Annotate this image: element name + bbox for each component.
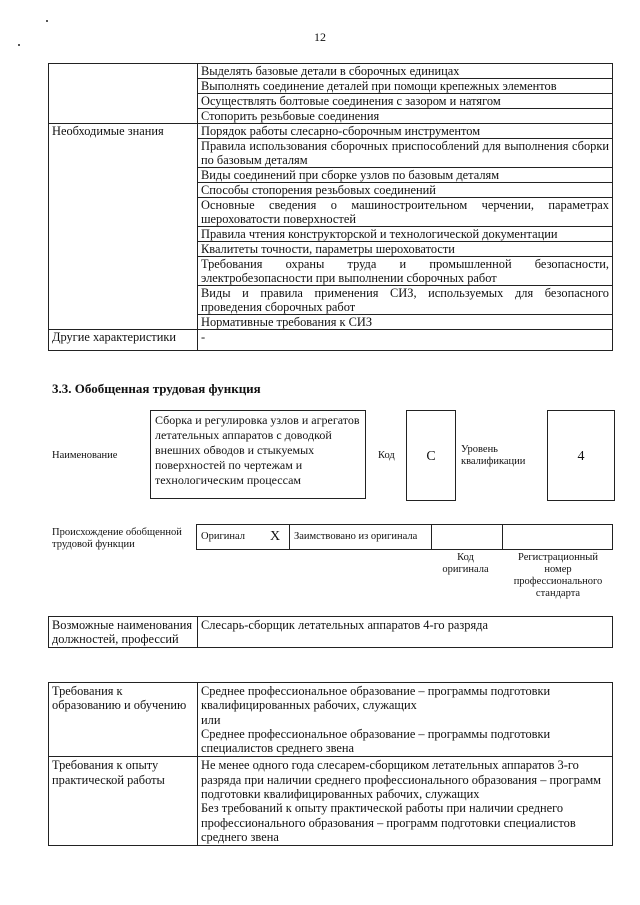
scan-speck [18, 44, 20, 46]
code-original-caption: Код оригинала [442, 552, 489, 575]
knowledge-item: Квалитеты точности, параметры шероховатости [198, 242, 613, 257]
origin-label: Происхождение обобщенной трудовой функции [52, 527, 182, 550]
knowledge-item: Требования охраны труда и промышленной безопасности, электробезопасности при выполнении сборочных работ [198, 257, 613, 286]
knowledge-item: Виды и правила применения СИЗ, используемых для безопасного проведения сборочных работ [198, 286, 613, 315]
code-original-cell [432, 525, 503, 550]
positions-table [48, 616, 613, 648]
knowledge-item: Правила использования сборочных приспособлений для выполнения сборки по базовым деталям [198, 139, 613, 168]
experience-line: Без требований к опыту практической работы при наличии среднего профессионального образования – программ подготовки специалистов среднего звена [201, 801, 576, 844]
knowledge-item: Нормативные требования к СИЗ [198, 315, 613, 330]
function-name-box: Сборка и регулировка узлов и агрегатов летательных аппаратов с доводкой внешних обводов и стыкуемых поверхностей по чертежам и технологическим процессам [150, 410, 366, 499]
requirements-table [48, 682, 613, 846]
skill-item: Осуществлять болтовые соединения с зазором и натягом [198, 94, 613, 109]
name-label: Наименование [52, 450, 118, 461]
table-row [197, 525, 613, 550]
positions-label: Возможные наименования должностей, профессий [49, 617, 198, 648]
table-row [49, 330, 613, 351]
knowledge-label: Необходимые знания [49, 124, 198, 330]
skills-label-cell [49, 64, 198, 124]
experience-label: Требования к опыту практической работы [49, 757, 198, 846]
page-number: 12 [314, 30, 326, 44]
labor-function-table [48, 63, 613, 351]
table-row [49, 683, 613, 757]
origin-mark: X [261, 525, 290, 550]
knowledge-item: Виды соединений при сборке узлов по базовым деталям [198, 168, 613, 183]
skill-item: Выполнять соединение деталей при помощи крепежных элементов [198, 79, 613, 94]
level-value: 4 [577, 449, 585, 464]
code-label: Код [378, 450, 395, 461]
level-box [547, 410, 615, 501]
knowledge-item: Порядок работы слесарно-сборочным инструментом [198, 124, 613, 139]
knowledge-item: Основные сведения о машиностроительном черчении, параметрах шероховатости поверхностей [198, 198, 613, 227]
experience-line: Не менее одного года слесарем-сборщиком летательных аппаратов 3-го разряда при наличии среднего профессионального образования – программ подготовки квалифицированных рабочих, служащих [201, 758, 601, 802]
education-value [198, 683, 613, 757]
other-characteristics-label: Другие характеристики [49, 330, 198, 351]
education-label: Требования к образованию и обучению [49, 683, 198, 757]
education-line: Среднее профессиональное образование – программы подготовки квалифицированных рабочих, служащих [201, 684, 551, 713]
knowledge-item: Способы стопорения резьбовых соединений [198, 183, 613, 198]
table-row [49, 617, 613, 648]
reg-number-cell [503, 525, 613, 550]
table-row [49, 124, 613, 139]
origin-table [196, 524, 613, 550]
skill-item: Выделять базовые детали в сборочных единицах [198, 64, 613, 79]
reg-number-caption: Регистрационный номер профессионального стандарта [513, 552, 603, 599]
section-title: 3.3. Обобщенная трудовая функция [52, 381, 261, 396]
positions-value: Слесарь-сборщик летательных аппаратов 4-го разряда [198, 617, 613, 648]
skill-item: Стопорить резьбовые соединения [198, 109, 613, 124]
level-label: Уровень квалификации [461, 444, 526, 467]
education-line: или [201, 712, 221, 727]
code-box [406, 410, 456, 501]
table-row [49, 757, 613, 846]
other-characteristics-value: - [198, 330, 613, 351]
experience-value [198, 757, 613, 846]
education-line: Среднее профессиональное образование – программы подготовки специалистов среднего звена [201, 726, 551, 756]
origin-original-label: Оригинал [197, 525, 262, 550]
knowledge-item: Правила чтения конструкторской и технологической документации [198, 227, 613, 242]
table-row [49, 64, 613, 79]
scan-speck [46, 20, 48, 22]
code-value: C [426, 449, 436, 464]
origin-borrowed-label: Заимствовано из оригинала [290, 525, 432, 550]
